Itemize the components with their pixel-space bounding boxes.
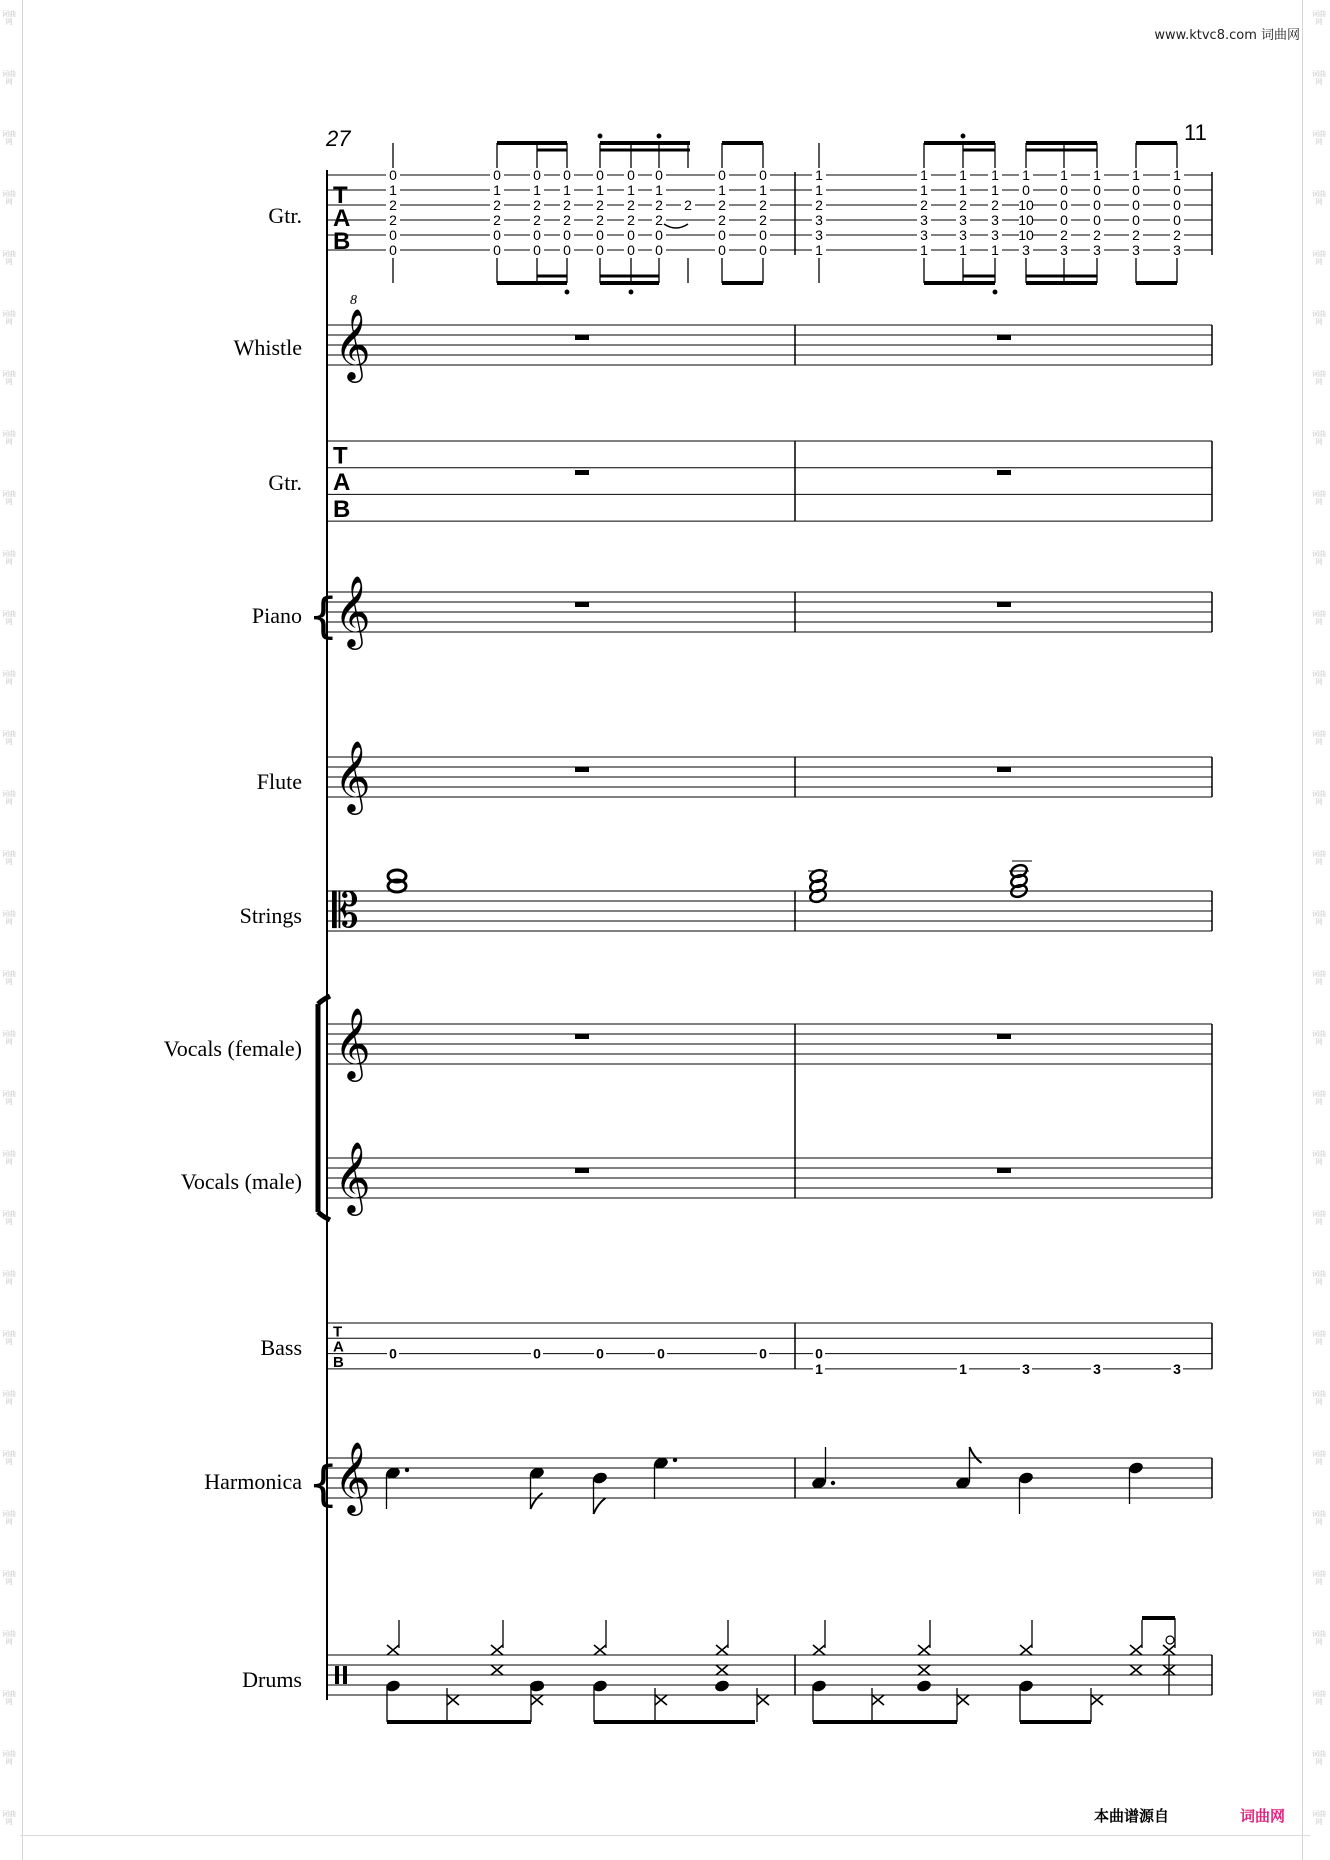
fret-number: 0 [1093, 182, 1101, 198]
fret-number: 2 [533, 212, 541, 228]
side-watermark-mark: 词曲网 [2, 1630, 16, 1646]
whole-rest [997, 335, 1011, 340]
crash-x-note [716, 1665, 728, 1675]
fret-number: 1 [1132, 167, 1140, 183]
fret-number: 2 [655, 212, 663, 228]
side-watermark-mark: 词曲网 [2, 910, 16, 926]
side-watermark-mark: 词曲网 [1312, 130, 1326, 146]
fret-number: 2 [718, 197, 726, 213]
fret-number: 0 [1060, 212, 1068, 228]
fret-number: 2 [991, 197, 999, 213]
tab-clef-t: T [333, 1323, 343, 1341]
side-watermark-mark: 词曲网 [1312, 430, 1326, 446]
side-watermark-mark: 词曲网 [1312, 1150, 1326, 1166]
whole-rest [997, 1034, 1011, 1039]
instrument-label-piano: Piano [251, 603, 302, 628]
fret-number: 10 [1018, 227, 1034, 243]
fret-number: 2 [596, 212, 604, 228]
side-watermark-mark: 词曲网 [1312, 1690, 1326, 1706]
fret-number: 2 [493, 197, 501, 213]
fret-number: 1 [815, 167, 823, 183]
fret-number: 1 [920, 167, 928, 183]
bass-fret: 0 [657, 1345, 665, 1362]
side-watermark-mark: 词曲网 [2, 310, 16, 326]
fret-number: 1 [991, 242, 999, 258]
side-watermark-mark: 词曲网 [1312, 730, 1326, 746]
fret-number: 2 [815, 197, 823, 213]
fret-number: 1 [563, 182, 571, 198]
tab-clef-a: A [333, 205, 351, 232]
side-watermark-mark: 词曲网 [1312, 1750, 1326, 1766]
side-watermark-mark: 词曲网 [2, 1330, 16, 1346]
fret-number: 2 [759, 212, 767, 228]
fret-number: 3 [920, 212, 928, 228]
fret-number: 0 [389, 242, 397, 258]
eighth-note [592, 1471, 609, 1485]
tab-clef-a: A [333, 469, 351, 497]
bass-drum-note [916, 1679, 933, 1693]
side-watermark-mark: 词曲网 [2, 970, 16, 986]
whole-rest [575, 470, 589, 475]
staccato-dot [629, 290, 633, 294]
side-watermark-mark: 词曲网 [1312, 1330, 1326, 1346]
snare-note [530, 1681, 544, 1691]
bass-fret: 1 [815, 1360, 823, 1377]
open-hihat-mark [1166, 1636, 1174, 1644]
fret-number: 0 [759, 242, 767, 258]
crash-x-note [491, 1665, 503, 1675]
fret-number: 1 [627, 182, 635, 198]
side-watermark-mark: 词曲网 [2, 850, 16, 866]
fret-number: 1 [959, 242, 967, 258]
side-watermark-mark: 词曲网 [2, 1150, 16, 1166]
hihat-x-note [813, 1645, 825, 1655]
treble-clef: 𝄞 [334, 1440, 371, 1513]
instrument-label-drums: Drums [242, 1667, 302, 1692]
fret-number: 0 [627, 167, 635, 183]
fret-number: 3 [815, 212, 823, 228]
fret-number: 0 [627, 242, 635, 258]
fret-number: 0 [596, 242, 604, 258]
harmonica-brace: { [308, 1456, 339, 1512]
fret-number: 0 [1093, 212, 1101, 228]
fret-number: 0 [596, 227, 604, 243]
alto-clef: 𝄡 [332, 883, 359, 939]
fret-number: 1 [991, 182, 999, 198]
fret-number: 10 [1018, 212, 1034, 228]
hihat-x-note [1163, 1645, 1175, 1655]
side-watermark-mark: 词曲网 [2, 250, 16, 266]
instrument-label-strings: Strings [239, 903, 302, 928]
hihat-x-note [716, 1645, 728, 1655]
fret-number: 0 [563, 242, 571, 258]
percussion-clef [335, 1666, 339, 1684]
augmentation-dot [831, 1481, 835, 1485]
fret-number: 2 [627, 197, 635, 213]
fret-number: 3 [991, 227, 999, 243]
bass-fret: 0 [533, 1345, 541, 1362]
fret-number: 1 [920, 242, 928, 258]
fret-number: 1 [959, 182, 967, 198]
side-watermark-mark: 词曲网 [1312, 1270, 1326, 1286]
vocals-male-staff [327, 1140, 1212, 1216]
bass-fret: 0 [759, 1345, 767, 1362]
fret-number: 0 [655, 167, 663, 183]
hihat-x-note [1020, 1645, 1032, 1655]
hihat-x-note [918, 1645, 930, 1655]
hihat-pedal-x [655, 1695, 667, 1705]
eighth-flag [970, 1447, 982, 1463]
slur [664, 224, 688, 228]
side-watermark-mark: 词曲网 [1312, 1030, 1326, 1046]
quarter-note [1128, 1461, 1145, 1475]
side-watermark-mark: 词曲网 [2, 370, 16, 386]
piano-staff [308, 574, 1212, 650]
bass-fret: 3 [1022, 1360, 1030, 1377]
bass-drum-note [714, 1679, 731, 1693]
hihat-pedal-x [872, 1695, 884, 1705]
fret-number: 1 [1093, 167, 1101, 183]
bass-staff [327, 1323, 1212, 1377]
side-watermark-mark: 词曲网 [1312, 790, 1326, 806]
fret-number: 2 [1093, 227, 1101, 243]
fret-number: 0 [718, 227, 726, 243]
fret-number: 2 [718, 212, 726, 228]
fret-number: 0 [493, 227, 501, 243]
fret-number: 1 [596, 182, 604, 198]
fret-number: 0 [596, 167, 604, 183]
side-watermark-mark: 词曲网 [1312, 910, 1326, 926]
fret-number: 1 [533, 182, 541, 198]
fret-number: 2 [759, 197, 767, 213]
side-watermark-mark: 词曲网 [1312, 1810, 1326, 1826]
fret-number: 2 [627, 212, 635, 228]
bass-fret: 0 [815, 1345, 823, 1362]
side-watermark-mark: 词曲网 [1312, 1630, 1326, 1646]
tab-clef-b: B [333, 495, 351, 523]
fret-number: 2 [1132, 227, 1140, 243]
guitar-2-staff [327, 441, 1212, 523]
fret-number: 0 [1132, 197, 1140, 213]
side-watermark-mark: 词曲网 [2, 490, 16, 506]
drums-staff [327, 1618, 1212, 1722]
side-watermark-mark: 词曲网 [2, 1690, 16, 1706]
side-watermark-mark: 词曲网 [1312, 610, 1326, 626]
fret-number: 0 [1022, 182, 1030, 198]
fret-number: 1 [920, 182, 928, 198]
whole-rest [575, 767, 589, 772]
side-watermark-mark: 词曲网 [2, 610, 16, 626]
percussion-clef [343, 1666, 347, 1684]
fret-number: 0 [1132, 182, 1140, 198]
fret-number: 2 [563, 212, 571, 228]
instrument-label-guitar-2: Gtr. [268, 470, 302, 495]
footer-divider [20, 1835, 1310, 1836]
bass-fret: 0 [596, 1345, 604, 1362]
augmentation-dot [673, 1458, 677, 1462]
fret-number: 0 [1060, 182, 1068, 198]
fret-number: 0 [759, 227, 767, 243]
bass-fret: 3 [1173, 1360, 1181, 1377]
hihat-x-note [387, 1645, 399, 1655]
staccato-dot [961, 134, 965, 138]
side-watermark-mark: 词曲网 [2, 1090, 16, 1106]
instrument-label-guitar-1: Gtr. [268, 203, 302, 228]
fret-number: 2 [1173, 227, 1181, 243]
instrument-label-flute: Flute [256, 769, 302, 794]
fret-number: 3 [991, 212, 999, 228]
instrument-label-harmonica: Harmonica [204, 1469, 302, 1494]
octave-mark: 8 [350, 293, 357, 308]
fret-number: 10 [1018, 197, 1034, 213]
hihat-x-note [491, 1645, 503, 1655]
fret-number: 2 [493, 212, 501, 228]
whole-rest [575, 1168, 589, 1173]
piano-brace: { [308, 588, 339, 644]
fret-number: 3 [959, 227, 967, 243]
side-watermark-mark: 词曲网 [2, 1750, 16, 1766]
side-watermark-mark: 词曲网 [1312, 490, 1326, 506]
strings-staff [327, 861, 1212, 939]
augmentation-dot [405, 1468, 409, 1472]
side-watermark-mark: 词曲网 [1312, 370, 1326, 386]
side-watermark-mark: 词曲网 [1312, 190, 1326, 206]
whole-rest [997, 470, 1011, 475]
instrument-label-vocals-male: Vocals (male) [180, 1169, 302, 1194]
page-number: 11 [1184, 120, 1207, 145]
staccato-dot [993, 290, 997, 294]
fret-number: 0 [533, 242, 541, 258]
fret-number: 1 [759, 182, 767, 198]
side-watermark-mark: 词曲网 [1312, 1450, 1326, 1466]
hihat-pedal-x [957, 1695, 969, 1705]
fret-number: 2 [1060, 227, 1068, 243]
bass-fret: 3 [1093, 1360, 1101, 1377]
staccato-dot [565, 290, 569, 294]
whistle-staff [327, 293, 1212, 383]
site-url[interactable]: www.ktvc8.com 词曲网 [1154, 28, 1300, 43]
fret-number: 3 [1132, 242, 1140, 258]
crash-x-note [1130, 1665, 1142, 1675]
flute-staff [327, 739, 1212, 815]
side-watermark-mark: 词曲网 [1312, 1390, 1326, 1406]
fret-number: 0 [1132, 212, 1140, 228]
bass-fret: 1 [959, 1360, 967, 1377]
fret-number: 1 [991, 167, 999, 183]
fret-number: 1 [1060, 167, 1068, 183]
side-watermark-mark: 词曲网 [2, 190, 16, 206]
treble-clef: 𝄞 [334, 574, 371, 647]
fret-number: 2 [563, 197, 571, 213]
fret-number: 2 [684, 197, 692, 213]
treble-clef: 𝄞 [334, 739, 371, 812]
fret-number: 0 [533, 227, 541, 243]
side-watermark-mark: 词曲网 [2, 1030, 16, 1046]
fret-number: 1 [655, 182, 663, 198]
side-watermark-mark: 词曲网 [1312, 850, 1326, 866]
fret-number: 3 [1022, 242, 1030, 258]
fret-number: 0 [389, 167, 397, 183]
staccato-dot [657, 134, 661, 138]
quarter-note [1018, 1471, 1035, 1485]
vocal-bracket [318, 996, 330, 1220]
fret-number: 1 [389, 182, 397, 198]
fret-number: 2 [533, 197, 541, 213]
fret-number: 0 [1173, 197, 1181, 213]
tab-clef-a: A [333, 1338, 344, 1356]
side-watermark-mark: 词曲网 [2, 1810, 16, 1826]
side-watermark-mark: 词曲网 [1312, 1210, 1326, 1226]
side-watermark-mark: 词曲网 [1312, 70, 1326, 86]
side-watermark-mark: 词曲网 [2, 730, 16, 746]
side-watermark-mark: 词曲网 [1312, 670, 1326, 686]
side-watermark-mark: 词曲网 [2, 1570, 16, 1586]
side-watermark-mark: 词曲网 [2, 130, 16, 146]
guitar-1-staff [327, 134, 1212, 294]
vocals-female-staff [327, 1006, 1212, 1158]
hihat-pedal-x [1091, 1695, 1103, 1705]
fret-number: 0 [563, 227, 571, 243]
fret-number: 0 [718, 242, 726, 258]
side-watermark-mark: 词曲网 [2, 790, 16, 806]
measure-number: 27 [326, 126, 351, 151]
side-watermark-mark: 词曲网 [1312, 1570, 1326, 1586]
hihat-pedal-x [447, 1695, 459, 1705]
side-watermark-mark: 词曲网 [1312, 1510, 1326, 1526]
treble-clef: 𝄞 [334, 1140, 371, 1213]
crash-x-note [918, 1665, 930, 1675]
fret-number: 3 [1093, 242, 1101, 258]
footer-source-text: 本曲谱源自 [1094, 1807, 1170, 1825]
tab-clef-t: T [333, 182, 348, 209]
staccato-dot [598, 134, 602, 138]
fret-number: 3 [920, 227, 928, 243]
whole-rest [575, 335, 589, 340]
side-watermark-mark: 词曲网 [2, 1390, 16, 1406]
fret-number: 0 [718, 167, 726, 183]
fret-number: 0 [1173, 182, 1181, 198]
fret-number: 2 [920, 197, 928, 213]
fret-number: 2 [389, 212, 397, 228]
fret-number: 2 [596, 197, 604, 213]
fret-number: 3 [1173, 242, 1181, 258]
side-watermark-mark: 词曲网 [1312, 550, 1326, 566]
hihat-pedal-x [757, 1695, 769, 1705]
eighth-flag [531, 1493, 543, 1509]
fret-number: 1 [1022, 167, 1030, 183]
hihat-pedal-x [531, 1695, 543, 1705]
fret-number: 0 [493, 242, 501, 258]
fret-number: 1 [815, 242, 823, 258]
side-watermark-mark: 词曲网 [2, 1210, 16, 1226]
fret-number: 2 [655, 197, 663, 213]
hihat-x-note [1130, 1645, 1142, 1655]
instrument-label-whistle: Whistle [233, 335, 302, 360]
side-watermark-mark: 词曲网 [2, 1510, 16, 1526]
fret-number: 0 [1173, 212, 1181, 228]
fret-number: 1 [815, 182, 823, 198]
bass-fret: 0 [389, 1345, 397, 1362]
fret-number: 0 [655, 227, 663, 243]
side-watermark-mark: 词曲网 [2, 10, 16, 26]
fret-number: 0 [1093, 197, 1101, 213]
hihat-x-note [594, 1645, 606, 1655]
whole-rest [575, 602, 589, 607]
fret-number: 1 [1173, 167, 1181, 183]
side-watermark-mark: 词曲网 [1312, 250, 1326, 266]
fret-number: 0 [655, 242, 663, 258]
fret-number: 0 [1060, 197, 1068, 213]
fret-number: 0 [627, 227, 635, 243]
fret-number: 3 [815, 227, 823, 243]
fret-number: 1 [718, 182, 726, 198]
harmonica-staff [308, 1440, 1212, 1516]
fret-number: 0 [389, 227, 397, 243]
treble-clef: 𝄞 [334, 1006, 371, 1079]
whole-rest [997, 767, 1011, 772]
fret-number: 0 [563, 167, 571, 183]
fret-number: 1 [493, 182, 501, 198]
side-watermark-mark: 词曲网 [1312, 10, 1326, 26]
footer-brand[interactable]: 词曲网 [1240, 1807, 1286, 1825]
side-watermark-mark: 词曲网 [2, 670, 16, 686]
instrument-label-vocals-female: Vocals (female) [163, 1036, 302, 1061]
fret-number: 0 [759, 167, 767, 183]
side-watermark-mark: 词曲网 [2, 1270, 16, 1286]
side-watermark-mark: 词曲网 [2, 430, 16, 446]
tab-clef-b: B [333, 1353, 344, 1371]
side-watermark-mark: 词曲网 [2, 1450, 16, 1466]
whole-rest [575, 1034, 589, 1039]
fret-number: 1 [959, 167, 967, 183]
whole-rest [997, 602, 1011, 607]
fret-number: 3 [1060, 242, 1068, 258]
fret-number: 0 [533, 167, 541, 183]
side-watermark-mark: 词曲网 [1312, 1090, 1326, 1106]
tab-clef-t: T [333, 442, 348, 470]
eighth-flag [594, 1498, 606, 1514]
fret-number: 0 [493, 167, 501, 183]
fret-number: 3 [959, 212, 967, 228]
whole-rest [997, 1168, 1011, 1173]
treble-clef: 𝄞 [334, 307, 371, 380]
side-watermark-mark: 词曲网 [1312, 970, 1326, 986]
side-watermark-mark: 词曲网 [2, 70, 16, 86]
fret-number: 2 [389, 197, 397, 213]
side-watermark-mark: 词曲网 [1312, 310, 1326, 326]
tab-clef-b: B [333, 228, 351, 255]
instrument-label-bass: Bass [260, 1335, 302, 1360]
fret-number: 2 [959, 197, 967, 213]
side-watermark-mark: 词曲网 [2, 550, 16, 566]
